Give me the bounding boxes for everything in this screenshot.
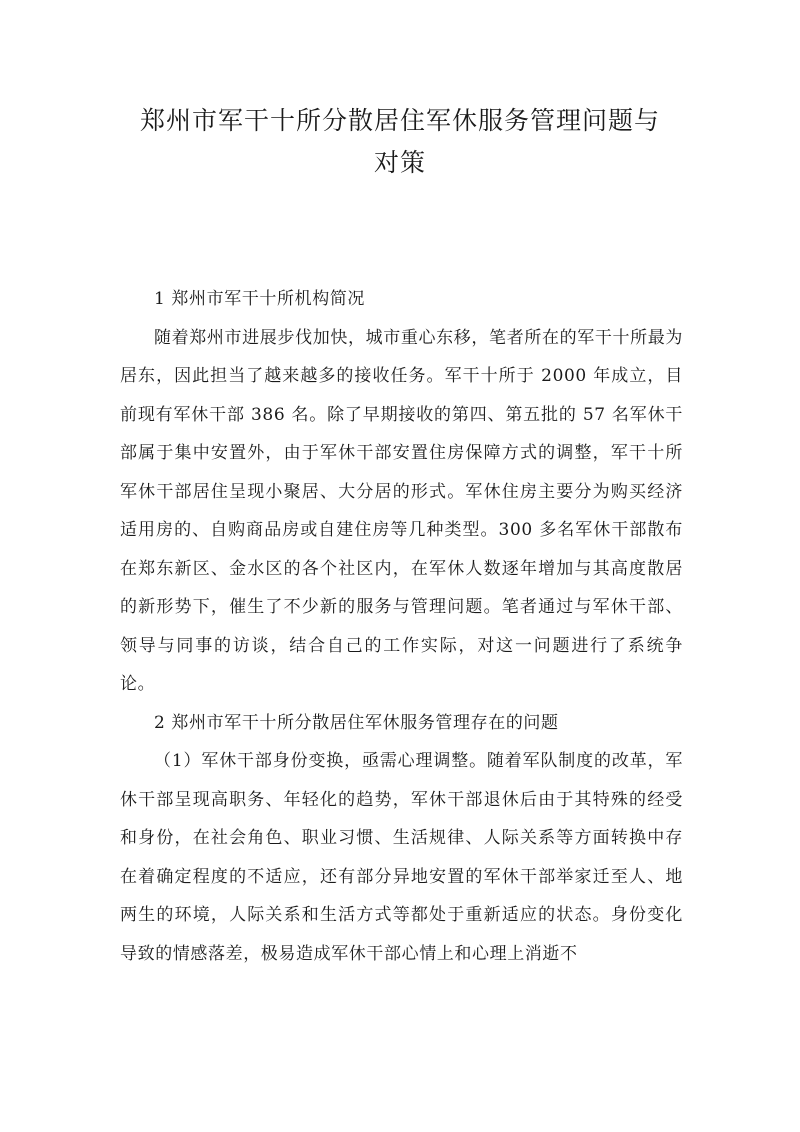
title-line-1: 郑州市军干十所分散居住军休服务管理问题与 [139,106,660,135]
paragraph-2: （1）军休干部身份变换，亟需心理调整。随着军队制度的改革，军休干部呈现高职务、年轻化的趋势，军休干部退休后由于其特殊的经受和身份，在社会角色、职业习惯、生活规律、人际关系等方面转换中存在着确定程度的不适应，还有部分异地安置的军休干部举家迁至人、地两生的环境，人际关系和生活方式等都处于重新适应的状态。身份变化导致的情感落差，极易造成军休干部心情上和心理上消逝不 [120,751,683,964]
document-title [100,100,700,184]
document-body [120,280,683,973]
section-heading-2: 2 郑州市军干十所分散居住军休服务管理存在的问题 [154,712,559,733]
title-line-2: 对策 [373,148,426,177]
section-heading-1: 1 郑州市军干十所机构简况 [154,289,366,309]
paragraph-1: 随着郑州市进展步伐加快，城市重心东移，笔者所在的军干十所最为居东，因此担当了越来越多的接收任务。军干十所于 2000 年成立，目前现有军休干部 386 名。除了早期接收的第四、第五批的 57 名军休干部属于集中安置外，由于军休干部安置住房保障方式的调整，军干十所军休干部居住呈现小聚居、大分居的形式。军休住房主要分为购买经济适用房的、自购商品房或自建住房等几种类型。300 多名军休干部散布在郑东新区、金水区的各个社区内，在军休人数逐年增加与其高度散居的新形势下，催生了不少新的服务与管理问题。笔者通过与军休干部、领导与同事的访谈，结合自己的工作实际，对这一问题进行了系统争论。 [120,327,683,694]
